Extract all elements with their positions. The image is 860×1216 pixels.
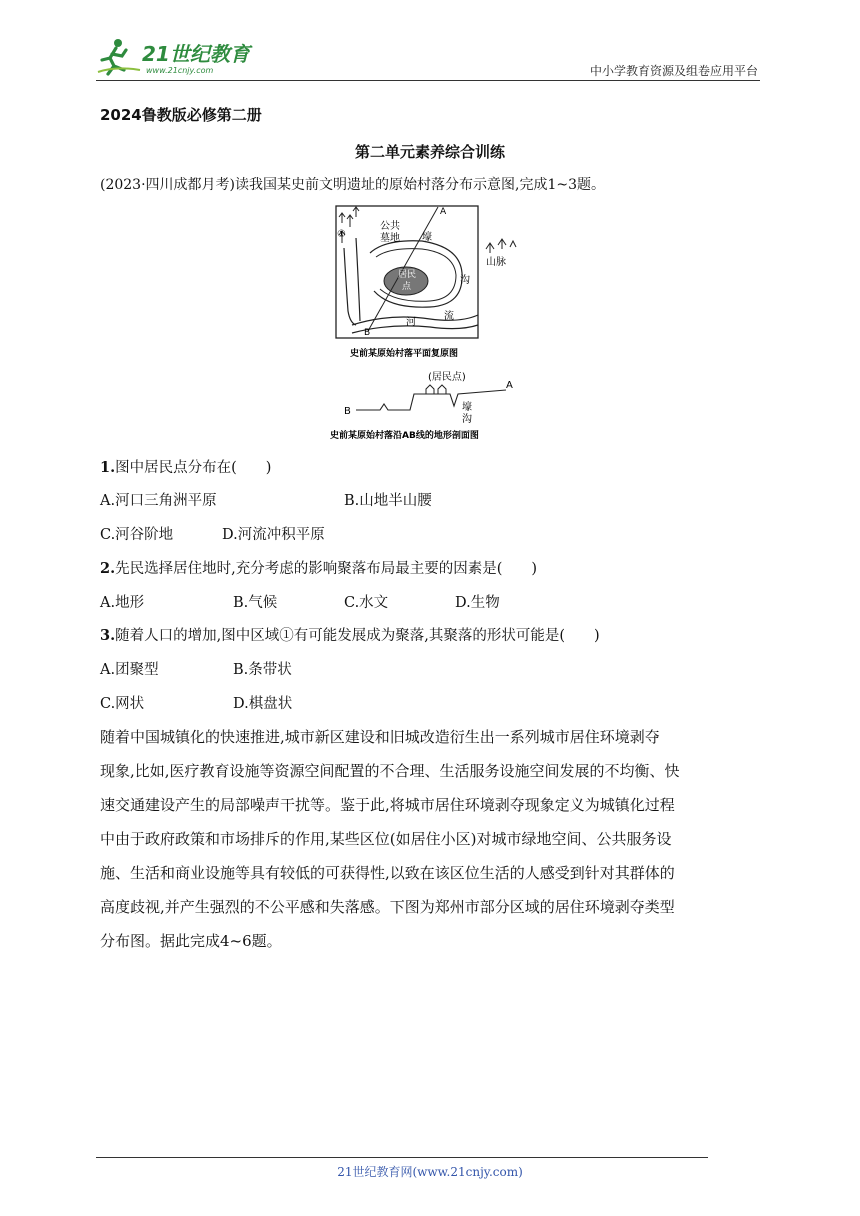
figure2-caption: 史前某原始村落沿AB线的地形剖面图 bbox=[330, 431, 479, 441]
question-2-option-c[interactable]: C.水文 bbox=[344, 595, 389, 611]
profile-label-a: A bbox=[506, 380, 513, 391]
label-river-2: 流 bbox=[444, 311, 454, 322]
question-2-option-a[interactable]: A.地形 bbox=[100, 595, 145, 611]
question-3-option-c[interactable]: C.网状 bbox=[100, 696, 145, 712]
profile-label-residence: (居民点) bbox=[428, 372, 466, 383]
label-moat-1: 壕 bbox=[422, 232, 432, 243]
question-3-number: 3. bbox=[100, 627, 116, 644]
passage-line: 速交通建设产生的局部噪声干扰等。鉴于此,将城市居住环境剥夺现象定义为城镇化过程 bbox=[100, 796, 675, 814]
footer-divider bbox=[96, 1157, 708, 1158]
footer-link[interactable]: 21世纪教育网(www.21cnjy.com) bbox=[337, 1165, 523, 1179]
passage-line: 现象,比如,医疗教育设施等资源空间配置的不合理、生活服务设施空间发展的不均衡、快 bbox=[100, 762, 680, 780]
question-1-option-c[interactable]: C.河谷阶地 bbox=[100, 527, 174, 543]
question-2-stem: 先民选择居住地时,充分考虑的影响聚落布局最主要的因素是( ) bbox=[115, 561, 538, 577]
question-3-option-b[interactable]: B.条带状 bbox=[233, 662, 292, 678]
house-icons bbox=[426, 385, 446, 394]
passage-line: 中由于政府政策和市场排斥的作用,某些区位(如居住小区)对城市绿地空间、公共服务设 bbox=[100, 830, 672, 848]
figure1-caption: 史前某原始村落平面复原图 bbox=[350, 349, 459, 359]
question-1-option-a[interactable]: A.河口三角洲平原 bbox=[100, 493, 217, 509]
question-1-stem: 图中居民点分布在( ) bbox=[115, 460, 272, 476]
village-plan-figure bbox=[330, 203, 520, 363]
mountain-icons bbox=[486, 239, 516, 253]
question-1 bbox=[100, 456, 271, 477]
label-a: A bbox=[440, 207, 447, 217]
passage-line: 高度歧视,并产生强烈的不公平感和失落感。下图为郑州市部分区域的居住环境剥夺类型 bbox=[100, 898, 675, 916]
question-1-number: 1. bbox=[100, 459, 116, 476]
label-mountain: 山脉 bbox=[486, 257, 506, 268]
question-2-number: 2. bbox=[100, 560, 116, 577]
question-3-option-d[interactable]: D.棋盘状 bbox=[233, 696, 293, 712]
profile-label-moat-1: 壕 bbox=[462, 402, 472, 413]
logo-text: 21世纪教育 bbox=[142, 42, 250, 66]
question-1-option-d[interactable]: D.河流冲积平原 bbox=[222, 527, 325, 543]
platform-name: 中小学教育资源及组卷应用平台 bbox=[589, 64, 758, 78]
header-divider bbox=[96, 80, 760, 81]
label-moat-2: 沟 bbox=[460, 275, 470, 286]
question-2-option-d[interactable]: D.生物 bbox=[455, 595, 500, 611]
label-circled-1: ① bbox=[337, 229, 346, 240]
terrain-profile-figure bbox=[330, 366, 540, 446]
label-residence-2: 点 bbox=[402, 282, 412, 292]
question-3-option-a[interactable]: A.团聚型 bbox=[100, 662, 159, 678]
passage-line: 施、生活和商业设施等具有较低的可获得性,以致在该区位生活的人感受到针对其群体的 bbox=[100, 864, 675, 882]
page-header bbox=[96, 30, 760, 80]
question-3-stem: 随着人口的增加,图中区域①有可能发展成为聚落,其聚落的形状可能是( ) bbox=[115, 628, 600, 644]
profile-label-moat-2: 沟 bbox=[462, 414, 472, 425]
passage-line: 分布图。据此完成4~6题。 bbox=[100, 932, 282, 950]
label-cemetery-1: 公共 bbox=[380, 221, 400, 232]
page-title: 第二单元素养综合训练 bbox=[354, 143, 505, 161]
logo-url: www.21cnjy.com bbox=[146, 66, 214, 75]
label-b: B bbox=[364, 328, 371, 338]
question-3 bbox=[100, 624, 600, 645]
question-1-option-b[interactable]: B.山地半山腰 bbox=[344, 493, 432, 509]
passage-line: 随着中国城镇化的快速推进,城市新区建设和旧城改造衍生出一系列城市居住环境剥夺 bbox=[100, 728, 660, 746]
label-residence-1: 居民 bbox=[398, 270, 417, 280]
question-2 bbox=[100, 557, 537, 578]
reading-passage bbox=[100, 720, 764, 958]
site-logo bbox=[96, 36, 266, 76]
book-name: 2024鲁教版必修第二册 bbox=[100, 106, 262, 124]
runner-icon bbox=[98, 39, 140, 74]
question-2-option-b[interactable]: B.气候 bbox=[233, 595, 278, 611]
label-cemetery-2: 墓地 bbox=[380, 233, 400, 244]
intro-text: (2023·四川成都月考)读我国某史前文明遗址的原始村落分布示意图,完成1~3题。 bbox=[100, 177, 605, 193]
label-river-1: 河 bbox=[406, 317, 416, 328]
profile-label-b: B bbox=[344, 406, 351, 417]
